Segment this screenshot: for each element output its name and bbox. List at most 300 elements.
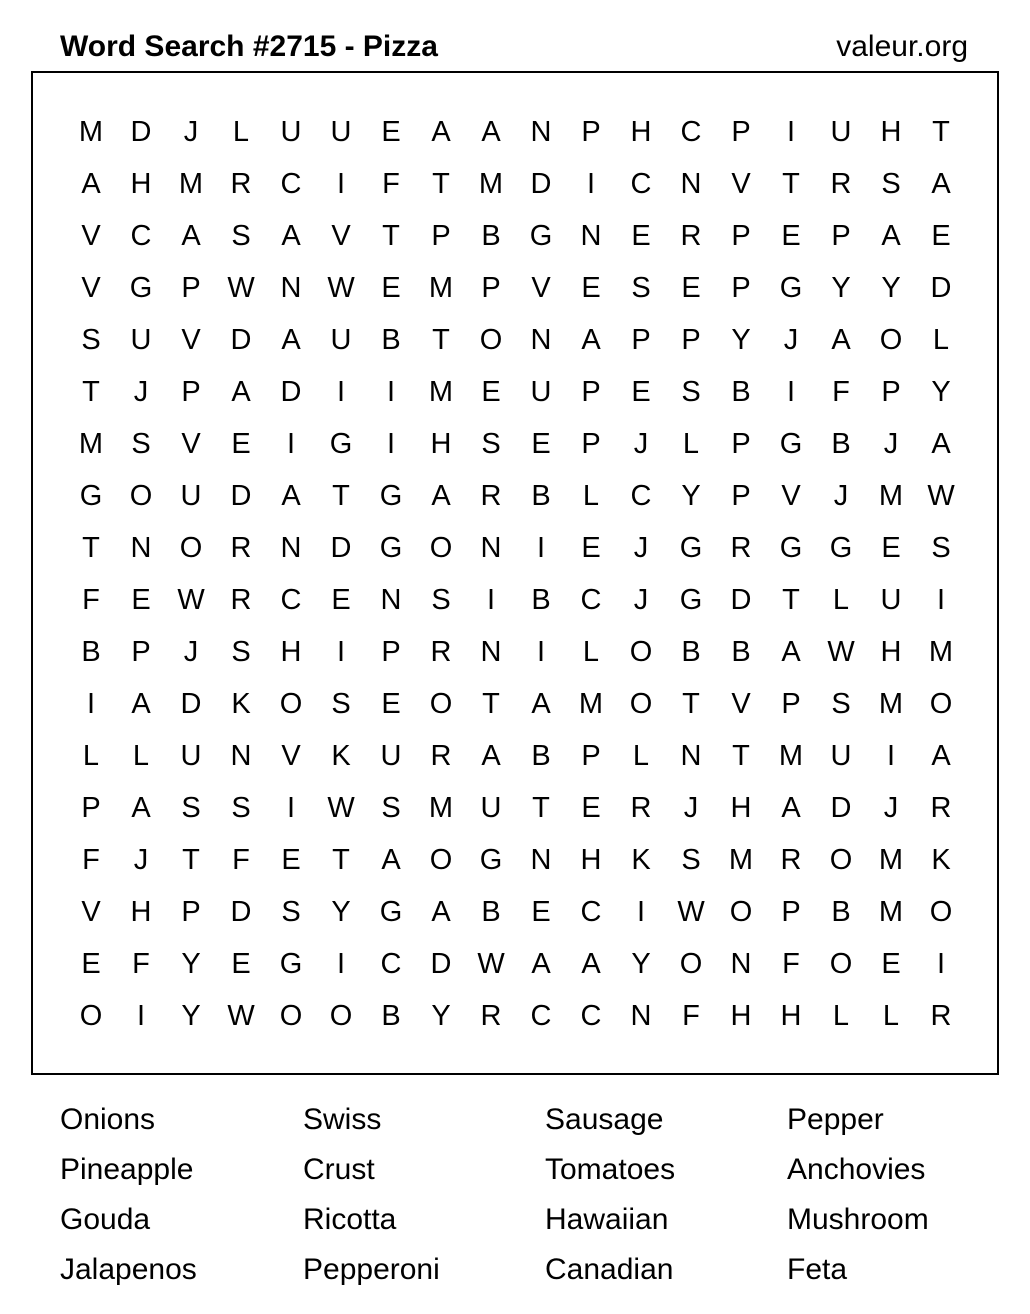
grid-letter[interactable]: S (681, 844, 701, 876)
grid-letter[interactable]: C (580, 896, 602, 928)
grid-letter[interactable]: B (381, 1000, 401, 1032)
grid-letter[interactable]: P (781, 688, 801, 720)
grid-letter[interactable]: N (230, 740, 252, 772)
grid-letter[interactable]: U (380, 740, 402, 772)
grid-letter[interactable]: I (486, 584, 496, 616)
grid-letter[interactable]: A (931, 168, 951, 200)
grid-letter[interactable]: H (730, 792, 752, 824)
grid-letter[interactable]: O (829, 844, 853, 876)
grid-letter[interactable]: R (630, 792, 652, 824)
grid-letter[interactable]: P (181, 896, 201, 928)
grid-letter[interactable]: I (86, 688, 96, 720)
grid-letter[interactable]: T (432, 168, 450, 200)
grid-letter[interactable]: W (677, 896, 705, 928)
grid-letter[interactable]: N (680, 168, 702, 200)
grid-letter[interactable]: G (129, 272, 153, 304)
grid-letter[interactable]: S (331, 688, 351, 720)
grid-letter[interactable]: O (629, 688, 653, 720)
grid-letter[interactable]: R (680, 220, 702, 252)
grid-letter[interactable]: S (931, 532, 951, 564)
grid-letter[interactable]: T (382, 220, 400, 252)
grid-letter[interactable]: G (779, 272, 803, 304)
grid-letter[interactable]: G (479, 844, 503, 876)
grid-letter[interactable]: H (430, 428, 452, 460)
grid-letter[interactable]: G (79, 480, 103, 512)
grid-letter[interactable]: O (829, 948, 853, 980)
grid-letter[interactable]: F (782, 948, 800, 980)
grid-letter[interactable]: E (331, 584, 351, 616)
grid-letter[interactable]: T (732, 740, 750, 772)
grid-letter[interactable]: M (478, 168, 504, 200)
grid-letter[interactable]: M (878, 480, 904, 512)
grid-letter[interactable]: E (381, 272, 401, 304)
grid-letter[interactable]: D (830, 792, 852, 824)
grid-letter[interactable]: L (582, 636, 600, 668)
grid-letter[interactable]: R (230, 168, 252, 200)
grid-letter[interactable]: V (81, 272, 101, 304)
grid-letter[interactable]: A (131, 792, 151, 824)
grid-letter[interactable]: E (131, 584, 151, 616)
grid-letter[interactable]: L (832, 1000, 850, 1032)
grid-letter[interactable]: Y (181, 1000, 201, 1032)
grid-letter[interactable]: W (177, 584, 205, 616)
grid-letter[interactable]: P (581, 428, 601, 460)
grid-letter[interactable]: A (481, 740, 501, 772)
grid-letter[interactable]: S (231, 792, 251, 824)
grid-letter[interactable]: U (480, 792, 502, 824)
grid-letter[interactable]: N (280, 272, 302, 304)
grid-letter[interactable]: M (778, 740, 804, 772)
grid-letter[interactable]: D (430, 948, 452, 980)
grid-letter[interactable]: C (380, 948, 402, 980)
grid-letter[interactable]: D (730, 584, 752, 616)
grid-letter[interactable]: J (133, 376, 149, 408)
grid-letter[interactable]: G (829, 532, 853, 564)
grid-letter[interactable]: B (531, 740, 551, 772)
grid-letter[interactable]: T (532, 792, 550, 824)
grid-letter[interactable]: U (330, 324, 352, 356)
grid-letter[interactable]: A (281, 480, 301, 512)
grid-letter[interactable]: I (336, 948, 346, 980)
grid-letter[interactable]: I (286, 792, 296, 824)
grid-letter[interactable]: S (81, 324, 101, 356)
grid-letter[interactable]: I (536, 636, 546, 668)
grid-letter[interactable]: L (132, 740, 150, 772)
grid-letter[interactable]: P (731, 272, 751, 304)
grid-letter[interactable]: E (381, 116, 401, 148)
grid-letter[interactable]: Y (831, 272, 851, 304)
grid-letter[interactable]: G (379, 896, 403, 928)
grid-letter[interactable]: P (731, 220, 751, 252)
grid-letter[interactable]: H (780, 1000, 802, 1032)
grid-letter[interactable]: P (731, 428, 751, 460)
grid-letter[interactable]: V (81, 220, 101, 252)
grid-letter[interactable]: T (482, 688, 500, 720)
grid-letter[interactable]: B (681, 636, 701, 668)
grid-letter[interactable]: J (883, 792, 899, 824)
grid-letter[interactable]: J (833, 480, 849, 512)
grid-letter[interactable]: O (479, 324, 503, 356)
grid-letter[interactable]: F (82, 584, 100, 616)
grid-letter[interactable]: M (878, 896, 904, 928)
grid-letter[interactable]: J (133, 844, 149, 876)
grid-letter[interactable]: O (929, 896, 953, 928)
grid-letter[interactable]: A (781, 636, 801, 668)
grid-letter[interactable]: F (232, 844, 250, 876)
grid-letter[interactable]: H (580, 844, 602, 876)
grid-letter[interactable]: U (180, 480, 202, 512)
grid-letter[interactable]: E (881, 532, 901, 564)
grid-letter[interactable]: A (781, 792, 801, 824)
grid-letter[interactable]: U (880, 584, 902, 616)
grid-letter[interactable]: S (481, 428, 501, 460)
grid-letter[interactable]: P (431, 220, 451, 252)
grid-letter[interactable]: V (531, 272, 551, 304)
grid-letter[interactable]: C (280, 584, 302, 616)
grid-letter[interactable]: S (381, 792, 401, 824)
grid-letter[interactable]: I (586, 168, 596, 200)
grid-letter[interactable]: I (386, 376, 396, 408)
grid-letter[interactable]: R (430, 740, 452, 772)
grid-letter[interactable]: D (530, 168, 552, 200)
grid-letter[interactable]: G (679, 532, 703, 564)
grid-letter[interactable]: U (280, 116, 302, 148)
grid-letter[interactable]: N (730, 948, 752, 980)
grid-letter[interactable]: M (928, 636, 954, 668)
grid-letter[interactable]: N (130, 532, 152, 564)
grid-letter[interactable]: S (881, 168, 901, 200)
grid-letter[interactable]: P (481, 272, 501, 304)
grid-letter[interactable]: I (886, 740, 896, 772)
grid-letter[interactable]: W (327, 272, 355, 304)
grid-letter[interactable]: I (336, 168, 346, 200)
grid-letter[interactable]: G (329, 428, 353, 460)
grid-letter[interactable]: A (281, 220, 301, 252)
grid-letter[interactable]: I (286, 428, 296, 460)
grid-letter[interactable]: O (429, 844, 453, 876)
grid-letter[interactable]: M (178, 168, 204, 200)
grid-letter[interactable]: E (581, 792, 601, 824)
grid-letter[interactable]: R (930, 792, 952, 824)
grid-letter[interactable]: T (332, 844, 350, 876)
grid-letter[interactable]: P (381, 636, 401, 668)
grid-letter[interactable]: P (81, 792, 101, 824)
grid-letter[interactable]: A (231, 376, 251, 408)
grid-letter[interactable]: H (880, 636, 902, 668)
grid-letter[interactable]: J (633, 428, 649, 460)
grid-letter[interactable]: M (878, 688, 904, 720)
grid-letter[interactable]: O (879, 324, 903, 356)
grid-letter[interactable]: A (431, 116, 451, 148)
grid-letter[interactable]: H (130, 896, 152, 928)
grid-letter[interactable]: P (681, 324, 701, 356)
grid-letter[interactable]: N (530, 116, 552, 148)
grid-letter[interactable]: B (831, 428, 851, 460)
grid-letter[interactable]: R (480, 480, 502, 512)
grid-letter[interactable]: J (183, 636, 199, 668)
grid-letter[interactable]: T (782, 168, 800, 200)
grid-letter[interactable]: R (480, 1000, 502, 1032)
grid-letter[interactable]: D (130, 116, 152, 148)
grid-letter[interactable]: H (630, 116, 652, 148)
grid-letter[interactable]: I (636, 896, 646, 928)
grid-letter[interactable]: O (429, 688, 453, 720)
grid-letter[interactable]: G (379, 480, 403, 512)
grid-letter[interactable]: O (429, 532, 453, 564)
grid-letter[interactable]: M (78, 116, 104, 148)
grid-letter[interactable]: T (332, 480, 350, 512)
grid-letter[interactable]: J (783, 324, 799, 356)
grid-letter[interactable]: O (279, 1000, 303, 1032)
grid-letter[interactable]: S (631, 272, 651, 304)
grid-letter[interactable]: D (280, 376, 302, 408)
grid-letter[interactable]: I (336, 636, 346, 668)
grid-letter[interactable]: A (381, 844, 401, 876)
grid-letter[interactable]: B (731, 376, 751, 408)
grid-letter[interactable]: W (827, 636, 855, 668)
grid-letter[interactable]: O (729, 896, 753, 928)
grid-letter[interactable]: W (227, 1000, 255, 1032)
grid-letter[interactable]: E (581, 532, 601, 564)
grid-letter[interactable]: I (386, 428, 396, 460)
grid-letter[interactable]: G (779, 532, 803, 564)
grid-letter[interactable]: O (129, 480, 153, 512)
grid-letter[interactable]: O (629, 636, 653, 668)
grid-letter[interactable]: E (281, 844, 301, 876)
grid-letter[interactable]: L (82, 740, 100, 772)
grid-letter[interactable]: D (230, 324, 252, 356)
grid-letter[interactable]: L (232, 116, 250, 148)
grid-letter[interactable]: V (731, 688, 751, 720)
grid-letter[interactable]: V (281, 740, 301, 772)
grid-letter[interactable]: A (481, 116, 501, 148)
grid-letter[interactable]: P (181, 376, 201, 408)
grid-letter[interactable]: T (682, 688, 700, 720)
grid-letter[interactable]: R (930, 1000, 952, 1032)
grid-letter[interactable]: W (327, 792, 355, 824)
grid-letter[interactable]: G (279, 948, 303, 980)
grid-letter[interactable]: U (830, 740, 852, 772)
grid-letter[interactable]: I (936, 584, 946, 616)
grid-letter[interactable]: B (531, 480, 551, 512)
grid-letter[interactable]: C (580, 584, 602, 616)
grid-letter[interactable]: N (580, 220, 602, 252)
grid-letter[interactable]: L (682, 428, 700, 460)
grid-letter[interactable]: D (330, 532, 352, 564)
grid-letter[interactable]: L (932, 324, 950, 356)
grid-letter[interactable]: A (581, 948, 601, 980)
grid-letter[interactable]: L (882, 1000, 900, 1032)
grid-letter[interactable]: E (81, 948, 101, 980)
grid-letter[interactable]: I (336, 376, 346, 408)
grid-letter[interactable]: Y (431, 1000, 451, 1032)
grid-letter[interactable]: A (431, 480, 451, 512)
grid-letter[interactable]: V (331, 220, 351, 252)
grid-letter[interactable]: U (130, 324, 152, 356)
grid-letter[interactable]: E (931, 220, 951, 252)
grid-letter[interactable]: L (632, 740, 650, 772)
grid-letter[interactable]: R (230, 532, 252, 564)
grid-letter[interactable]: W (227, 272, 255, 304)
grid-letter[interactable]: B (531, 584, 551, 616)
grid-letter[interactable]: A (881, 220, 901, 252)
grid-letter[interactable]: I (786, 116, 796, 148)
grid-letter[interactable]: D (230, 480, 252, 512)
grid-letter[interactable]: P (581, 376, 601, 408)
grid-letter[interactable]: M (728, 844, 754, 876)
grid-letter[interactable]: Y (931, 376, 951, 408)
grid-letter[interactable]: O (179, 532, 203, 564)
grid-letter[interactable]: N (380, 584, 402, 616)
grid-letter[interactable]: F (682, 1000, 700, 1032)
grid-letter[interactable]: Y (181, 948, 201, 980)
grid-letter[interactable]: Y (331, 896, 351, 928)
grid-letter[interactable]: J (683, 792, 699, 824)
grid-letter[interactable]: A (931, 740, 951, 772)
grid-letter[interactable]: F (832, 376, 850, 408)
grid-letter[interactable]: S (231, 636, 251, 668)
grid-letter[interactable]: C (530, 1000, 552, 1032)
grid-letter[interactable]: P (581, 740, 601, 772)
grid-letter[interactable]: N (280, 532, 302, 564)
grid-letter[interactable]: P (731, 116, 751, 148)
grid-letter[interactable]: O (279, 688, 303, 720)
grid-letter[interactable]: K (331, 740, 351, 772)
grid-letter[interactable]: P (731, 480, 751, 512)
grid-letter[interactable]: B (81, 636, 101, 668)
grid-letter[interactable]: C (630, 168, 652, 200)
grid-letter[interactable]: A (281, 324, 301, 356)
grid-letter[interactable]: P (781, 896, 801, 928)
grid-letter[interactable]: T (932, 116, 950, 148)
grid-letter[interactable]: G (379, 532, 403, 564)
grid-letter[interactable]: A (131, 688, 151, 720)
grid-letter[interactable]: E (631, 220, 651, 252)
grid-letter[interactable]: V (181, 428, 201, 460)
grid-letter[interactable]: I (936, 948, 946, 980)
grid-letter[interactable]: C (580, 1000, 602, 1032)
grid-letter[interactable]: N (480, 532, 502, 564)
grid-letter[interactable]: G (779, 428, 803, 460)
grid-letter[interactable]: M (878, 844, 904, 876)
grid-letter[interactable]: R (830, 168, 852, 200)
grid-letter[interactable]: E (531, 428, 551, 460)
grid-letter[interactable]: H (880, 116, 902, 148)
grid-letter[interactable]: S (431, 584, 451, 616)
grid-letter[interactable]: G (679, 584, 703, 616)
grid-letter[interactable]: O (679, 948, 703, 980)
grid-letter[interactable]: U (530, 376, 552, 408)
grid-letter[interactable]: C (680, 116, 702, 148)
grid-letter[interactable]: K (231, 688, 251, 720)
grid-letter[interactable]: R (230, 584, 252, 616)
grid-letter[interactable]: H (280, 636, 302, 668)
grid-letter[interactable]: T (82, 532, 100, 564)
grid-letter[interactable]: K (631, 844, 651, 876)
grid-letter[interactable]: A (81, 168, 101, 200)
grid-letter[interactable]: S (181, 792, 201, 824)
grid-letter[interactable]: O (79, 1000, 103, 1032)
grid-letter[interactable]: E (631, 376, 651, 408)
grid-letter[interactable]: E (781, 220, 801, 252)
grid-letter[interactable]: A (531, 688, 551, 720)
grid-letter[interactable]: A (931, 428, 951, 460)
grid-letter[interactable]: V (181, 324, 201, 356)
grid-letter[interactable]: S (231, 220, 251, 252)
grid-letter[interactable]: A (431, 896, 451, 928)
grid-letter[interactable]: V (731, 168, 751, 200)
grid-letter[interactable]: P (131, 636, 151, 668)
grid-letter[interactable]: G (529, 220, 553, 252)
grid-letter[interactable]: E (531, 896, 551, 928)
grid-letter[interactable]: S (681, 376, 701, 408)
grid-letter[interactable]: L (832, 584, 850, 616)
grid-letter[interactable]: N (530, 844, 552, 876)
grid-letter[interactable]: T (432, 324, 450, 356)
grid-letter[interactable]: J (183, 116, 199, 148)
grid-letter[interactable]: M (578, 688, 604, 720)
grid-letter[interactable]: P (631, 324, 651, 356)
grid-letter[interactable]: N (480, 636, 502, 668)
grid-letter[interactable]: R (430, 636, 452, 668)
grid-letter[interactable]: P (581, 116, 601, 148)
grid-letter[interactable]: V (781, 480, 801, 512)
grid-letter[interactable]: Y (681, 480, 701, 512)
grid-letter[interactable]: E (381, 688, 401, 720)
grid-letter[interactable]: E (481, 376, 501, 408)
grid-letter[interactable]: M (428, 376, 454, 408)
grid-letter[interactable]: A (531, 948, 551, 980)
grid-letter[interactable]: A (831, 324, 851, 356)
grid-letter[interactable]: E (231, 948, 251, 980)
grid-letter[interactable]: B (481, 220, 501, 252)
grid-letter[interactable]: E (681, 272, 701, 304)
grid-letter[interactable]: W (477, 948, 505, 980)
grid-letter[interactable]: E (231, 428, 251, 460)
grid-letter[interactable]: T (82, 376, 100, 408)
grid-letter[interactable]: H (130, 168, 152, 200)
grid-letter[interactable]: P (181, 272, 201, 304)
grid-letter[interactable]: H (730, 1000, 752, 1032)
grid-letter[interactable]: U (180, 740, 202, 772)
grid-letter[interactable]: M (428, 272, 454, 304)
grid-letter[interactable]: M (428, 792, 454, 824)
grid-letter[interactable]: T (182, 844, 200, 876)
grid-letter[interactable]: I (536, 532, 546, 564)
grid-letter[interactable]: B (481, 896, 501, 928)
grid-letter[interactable]: B (731, 636, 751, 668)
grid-letter[interactable]: I (786, 376, 796, 408)
grid-letter[interactable]: O (929, 688, 953, 720)
grid-letter[interactable]: P (881, 376, 901, 408)
grid-letter[interactable]: L (582, 480, 600, 512)
grid-letter[interactable]: S (131, 428, 151, 460)
grid-letter[interactable]: R (780, 844, 802, 876)
grid-letter[interactable]: E (881, 948, 901, 980)
grid-letter[interactable]: J (633, 532, 649, 564)
grid-letter[interactable]: J (633, 584, 649, 616)
grid-letter[interactable]: O (329, 1000, 353, 1032)
grid-letter[interactable]: D (230, 896, 252, 928)
grid-letter[interactable]: N (530, 324, 552, 356)
grid-letter[interactable]: J (883, 428, 899, 460)
grid-letter[interactable]: B (381, 324, 401, 356)
grid-letter[interactable]: Y (881, 272, 901, 304)
grid-letter[interactable]: F (132, 948, 150, 980)
grid-letter[interactable]: D (180, 688, 202, 720)
grid-letter[interactable]: S (831, 688, 851, 720)
grid-letter[interactable]: C (280, 168, 302, 200)
